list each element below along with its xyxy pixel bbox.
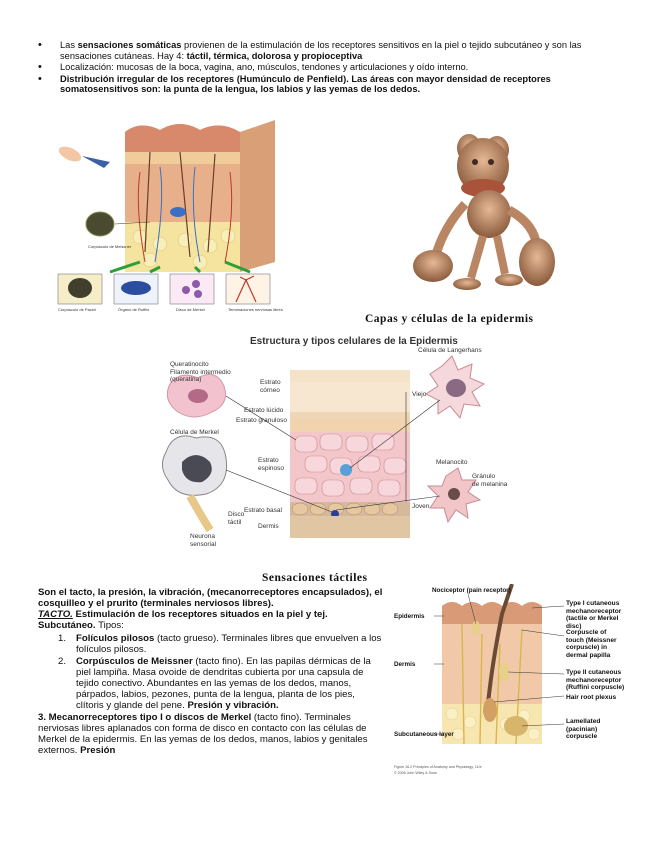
granuloso-label: Estrato granuloso	[236, 417, 287, 424]
bullet-bold: Distribución irregular de los receptores (Humúnculo de Penfield). Las áreas con mayor densidad de receptores somatosensitivos son: la punta de la lengua, los labios y las yemas de los dedos.	[60, 73, 551, 94]
section-title-tactile: Sensaciones táctiles	[262, 572, 368, 584]
corneo-label: Estrato	[260, 379, 281, 386]
granulo-label: Gránulo	[472, 473, 496, 480]
basal-label: Estrato basal	[244, 507, 282, 514]
bullet-text: Las	[60, 40, 78, 50]
merkel-disc-label: Type I cutaneous mechanoreceptor (tactile or Merkel disc)	[566, 600, 622, 630]
ruffini-label: Órgano de Ruffini	[118, 307, 150, 312]
pacini-label: Corpúsculo de Pacini	[58, 307, 96, 312]
epidermis-label: Epidermis	[394, 613, 425, 620]
neurona-label-2: sensorial	[190, 541, 217, 548]
joven-label: Joven	[412, 503, 430, 510]
bullet-location	[38, 62, 623, 73]
homunculus-figure	[405, 118, 565, 298]
tipos-label: Tipos:	[95, 620, 124, 631]
melanocito-label: Melanocito	[436, 459, 468, 466]
filamento-label-2: (queratina)	[170, 376, 202, 383]
langerhans-label: Célula de Langerhans	[418, 347, 482, 354]
bullet-text: provienen de la estimulación de los receptores sensitivos en la piel o tejido subcutáneo y son las sensaciones cutáneas. Hay 4:	[60, 40, 582, 61]
epidermis-figure	[150, 330, 510, 555]
meissner-label: Corpúsculo de Meissner	[88, 244, 132, 249]
meissner-corpuscle-label: Corpuscle of touch (Meissner corpuscle) in dermal papilla	[566, 629, 617, 659]
espinoso-label-2: espinoso	[258, 465, 285, 472]
mechanoreceptor-figure	[392, 584, 627, 780]
disco-label-2: táctil	[228, 519, 242, 526]
bullet-text: Localización: mucosas de la boca, vagina, ano, músculos, tendones y articulaciones y oído interno.	[60, 62, 469, 72]
tacto-word: TACTO.	[38, 609, 73, 620]
bullet-bold: sensaciones somáticas	[77, 40, 182, 50]
intro-bullet-list	[38, 40, 623, 96]
corneo-label-2: córneo	[260, 387, 280, 394]
nociceptor-label: Nociceptor (pain receptor)	[432, 587, 511, 594]
neurona-label: Neurona	[190, 533, 215, 540]
section-title-epidermis: Capas y células de la epidermis	[365, 313, 534, 325]
merkel-cell-label: Célula de Merkel	[170, 429, 219, 436]
figure-caption: Figure 16.2 Principles of Anatomy and Physiology, 11/e	[394, 765, 482, 769]
tacto-definition: Estimulación de los receptores situados en la piel y tej. Subcutáneo.	[38, 609, 328, 631]
merkel-text: (tacto fino). Terminales nerviosas libres aplanados con forma de disco en contacto con las células de Merkel de la epidermis. En las yemas de los dedos, manos, labios y genitales externos.	[38, 712, 368, 756]
list-item: 1. Folículos pilosos (tacto grueso). Terminales libres que envuelven a los folículos pilosos.	[58, 633, 382, 655]
free-nerve-label: Terminaciones nerviosas libres	[228, 307, 283, 312]
list-item: 2. Corpúsculos de Meissner (tacto fino). En las papilas dérmicas de la piel lampiña. Masa ovoide de dendritas cubierta por una capsula de tejido conectivo. Abundantes en las yemas de los dedos, manos, párpados, labios, pezones, punta de la lengua, planta de los pies, clítoris y glande del pene. Presión y vibración.	[58, 656, 371, 711]
espinoso-label: Estrato	[258, 457, 279, 464]
disco-label: Disco	[228, 511, 245, 518]
tactile-text-block	[38, 587, 383, 756]
merkel-heading: 3. Mecanorreceptores tipo I o discos de Merkel	[38, 712, 252, 723]
bullet-somatic	[38, 40, 623, 61]
touch-types-list	[38, 633, 383, 711]
bullet-distribution	[38, 74, 623, 95]
figure-copyright: © 2006 John Wiley & Sons	[394, 771, 437, 775]
viejo-label: Viejo	[412, 391, 427, 398]
filamento-label: Filamento intermedio	[170, 369, 231, 376]
pacinian-corpuscle-label: Lamellated (pacinian) corpuscle	[566, 718, 601, 741]
epidermis-figure-title: Estructura y tipos celulares de la Epidermis	[250, 336, 458, 347]
granulo-label-2: de melanina	[472, 481, 508, 488]
subcutaneous-label: Subcutaneous layer	[394, 731, 454, 738]
dermis-label: Dermis	[258, 523, 279, 530]
queratinocito-label: Queratinocito	[170, 361, 209, 368]
bullet-bold: táctil, térmica, dolorosa y propioceptiva	[186, 50, 363, 61]
skin-receptors-figure	[40, 112, 318, 317]
ruffini-corpuscle-label: Type II cutaneous mechanoreceptor (Ruffini corpuscle)	[566, 669, 625, 692]
dermis-layer-label: Dermis	[394, 661, 416, 668]
lucido-label: Estrato lúcido	[244, 407, 284, 414]
merkel-label: Disco de Merkel	[176, 307, 205, 312]
tactile-intro: Son el tacto, la presión, la vibración, (mecanorreceptores encapsulados), el cosquilleo y el prurito (terminales nerviosos libres).	[38, 587, 383, 609]
hair-root-plexus-label: Hair root plexus	[566, 694, 617, 701]
merkel-end: Presión	[80, 745, 116, 756]
